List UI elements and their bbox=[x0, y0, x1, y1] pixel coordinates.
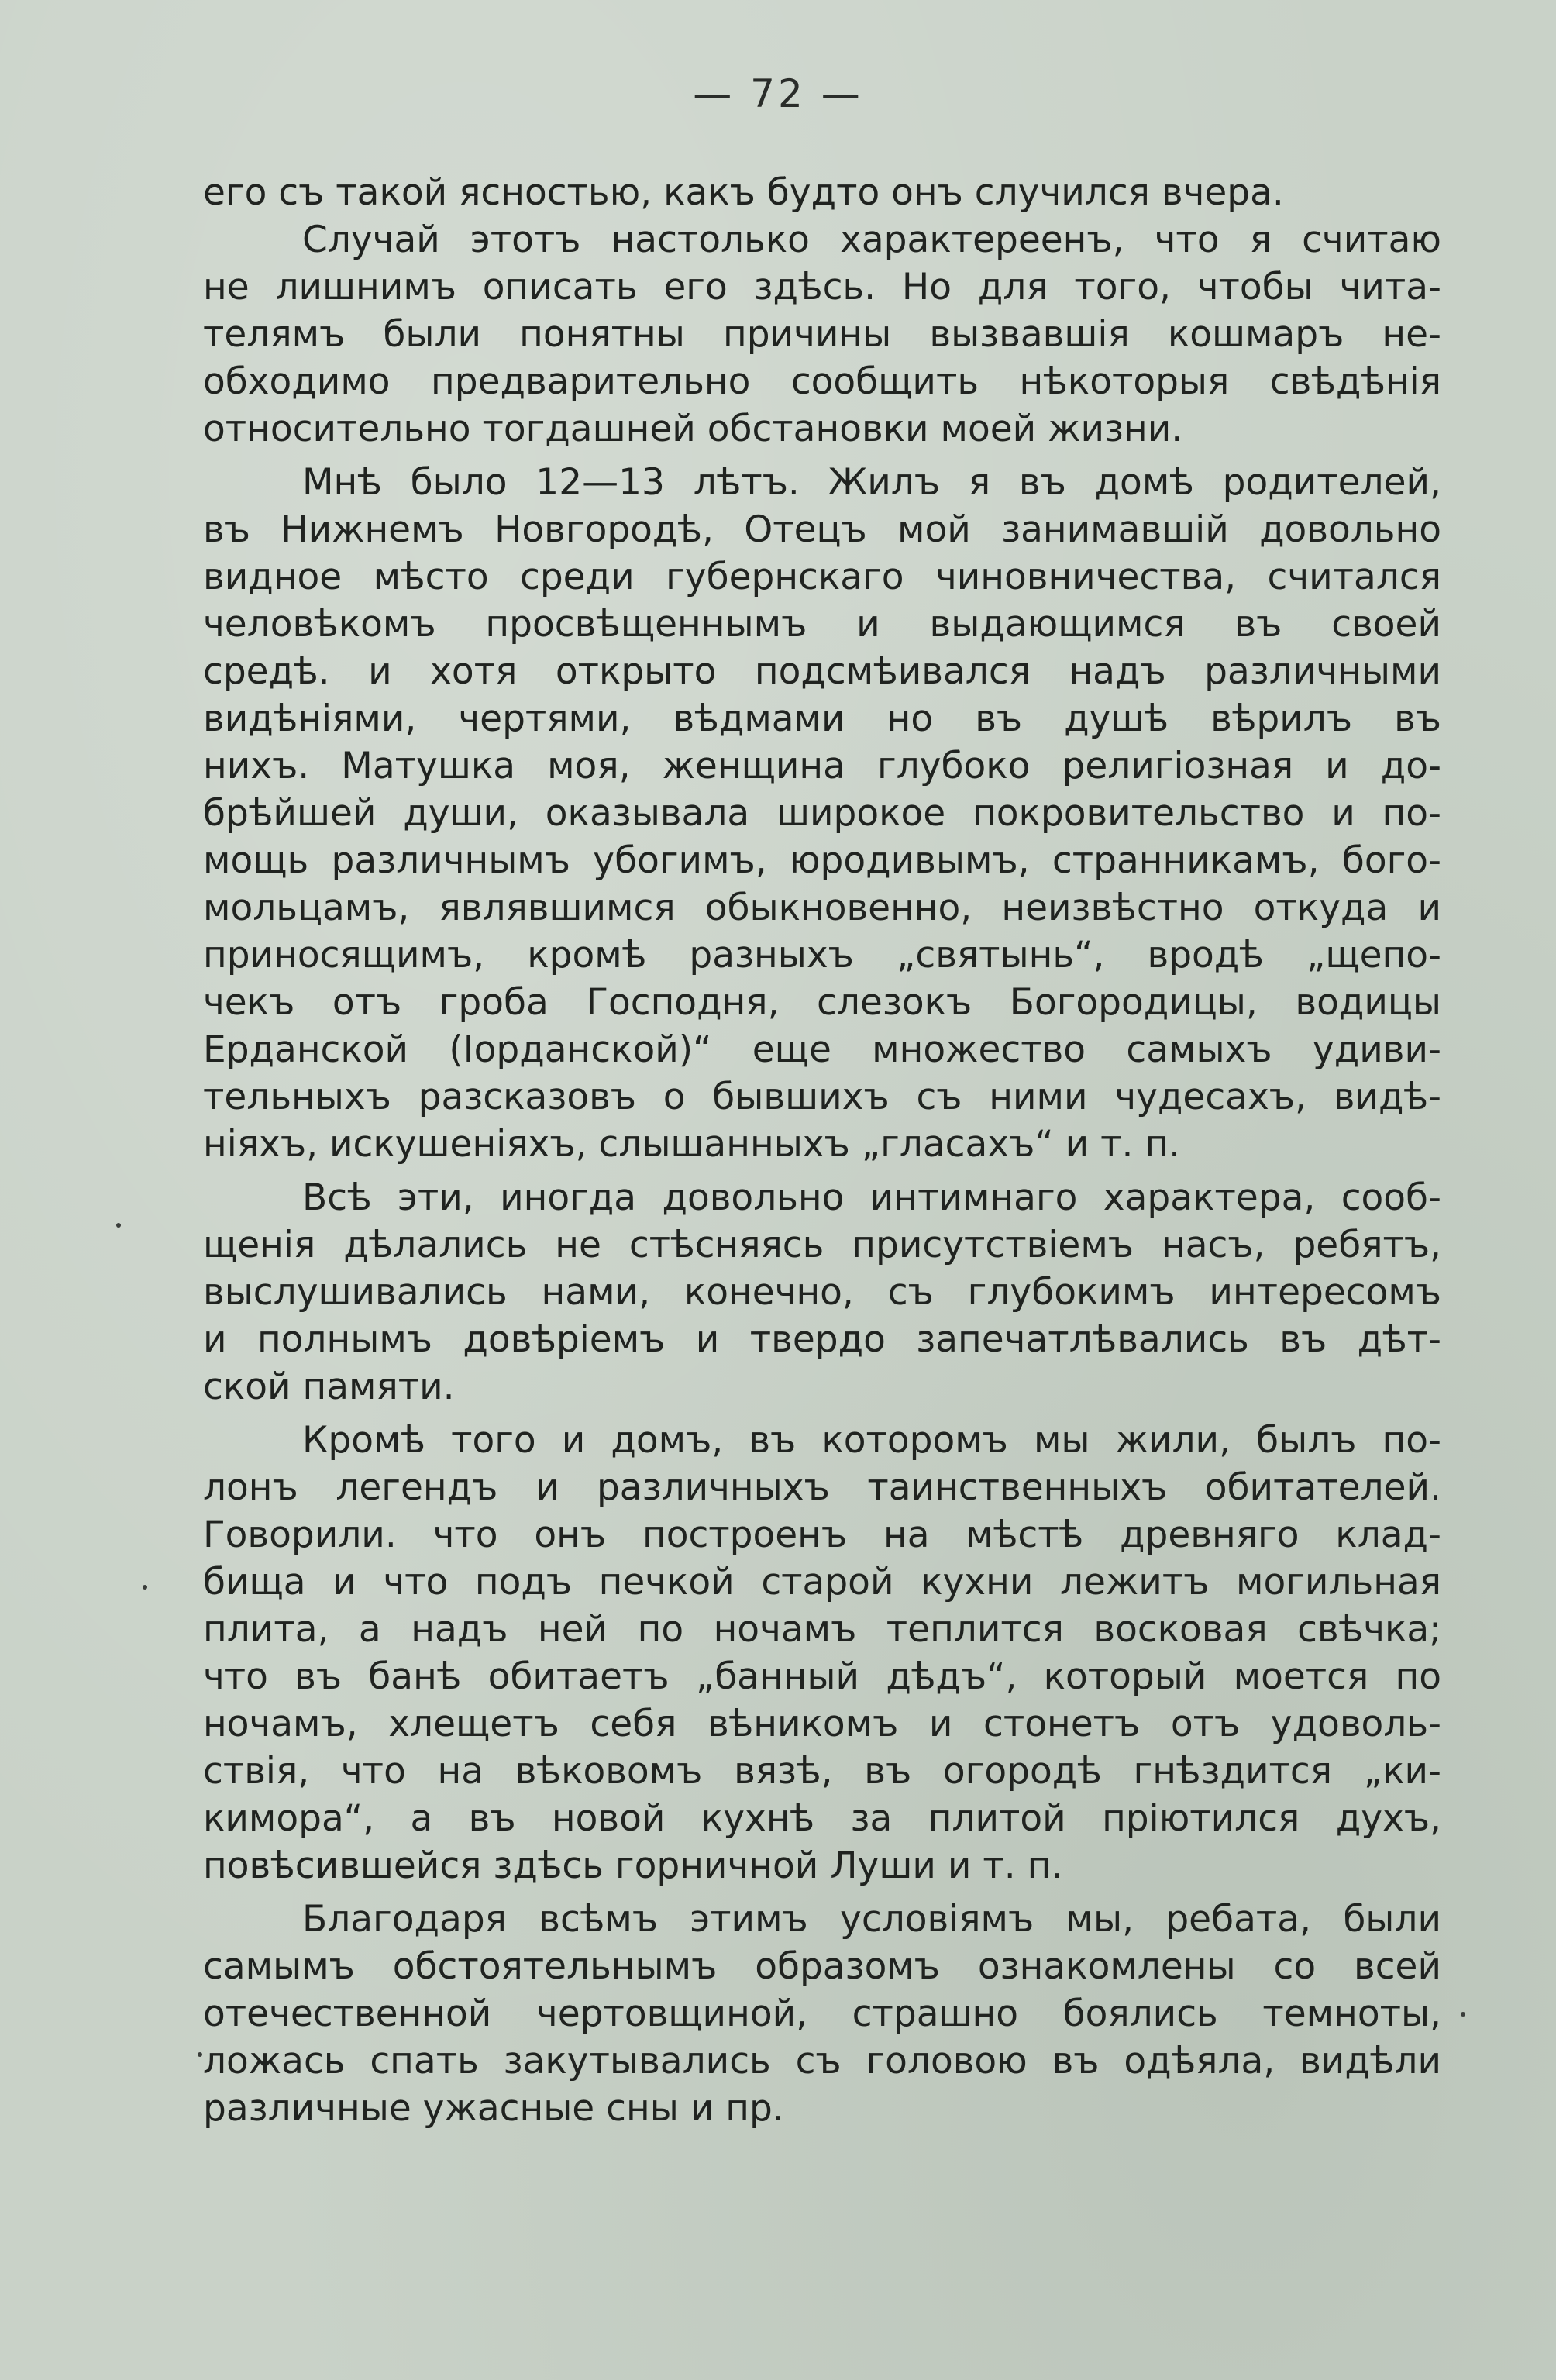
text-line: что въ банѣ обитаетъ „банный дѣдъ“, который моется по bbox=[203, 1655, 1441, 1698]
page-number: — 72 — bbox=[693, 71, 863, 116]
paragraph bbox=[203, 216, 1441, 453]
text-line: отечественной чертовщиной, страшно боялись темноты, bbox=[203, 1993, 1441, 2035]
paragraph bbox=[203, 1174, 1441, 1410]
text-line: Благодаря всѣмъ этимъ условіямъ мы, ребата, были bbox=[302, 1898, 1441, 1941]
text-line: выслушивались нами, конечно, съ глубокимъ интересомъ bbox=[203, 1271, 1441, 1314]
text-line: различные ужасные сны и пр. bbox=[203, 2087, 784, 2130]
text-line: относительно тогдашней обстановки моей жизни. bbox=[203, 408, 1183, 450]
text-line: Мнѣ было 12—13 лѣтъ. Жилъ я въ домѣ родителей, bbox=[302, 461, 1441, 504]
paper-speck bbox=[143, 1585, 147, 1590]
text-line: тельныхъ разсказовъ о бывшихъ съ ними чудесахъ, видѣ- bbox=[203, 1076, 1441, 1118]
text-line: обходимо предварительно сообщить нѣкоторыя свѣдѣнія bbox=[203, 360, 1441, 403]
text-line: лонъ легендъ и различныхъ таинственныхъ обитателей. bbox=[203, 1466, 1441, 1509]
text-line: ствія, что на вѣковомъ вязѣ, въ огородѣ гнѣздится „ки- bbox=[203, 1750, 1441, 1793]
paragraph bbox=[203, 169, 1441, 216]
text-line: бища и что подъ печкой старой кухни лежитъ могильная bbox=[203, 1561, 1441, 1603]
text-line: ложась спать закутывались съ головою въ одѣяла, видѣли bbox=[203, 2040, 1441, 2082]
body-text bbox=[203, 169, 1441, 2132]
paragraph bbox=[203, 1896, 1441, 2132]
text-line: Кромѣ того и домъ, въ которомъ мы жили, былъ по- bbox=[302, 1419, 1441, 1462]
text-line: ской памяти. bbox=[203, 1366, 455, 1408]
text-line: и полнымъ довѣріемъ и твердо запечатлѣвались въ дѣт- bbox=[203, 1318, 1441, 1361]
paragraph bbox=[203, 459, 1441, 1168]
paper-speck bbox=[116, 1223, 121, 1228]
text-line: чекъ отъ гроба Господня, слезокъ Богородицы, водицы bbox=[203, 981, 1441, 1024]
text-line: мощь различнымъ убогимъ, юродивымъ, странникамъ, бого- bbox=[203, 839, 1441, 882]
paragraph bbox=[203, 1417, 1441, 1889]
text-line: человѣкомъ просвѣщеннымъ и выдающимся въ своей bbox=[203, 603, 1441, 646]
text-line: ніяхъ, искушеніяхъ, слышанныхъ „гласахъ“ и т. п. bbox=[203, 1123, 1181, 1166]
text-line: въ Нижнемъ Новгородѣ, Отецъ мой занимавшій довольно bbox=[203, 508, 1441, 551]
text-line: телямъ были понятны причины вызвавшія кошмаръ не- bbox=[203, 313, 1441, 356]
text-line: видѣніями, чертями, вѣдмами но въ душѣ вѣрилъ въ bbox=[203, 697, 1441, 740]
text-line: щенія дѣлались не стѣсняясь присутствіемъ насъ, ребятъ, bbox=[203, 1224, 1441, 1266]
paper-speck bbox=[198, 2052, 202, 2057]
text-line: самымъ обстоятельнымъ образомъ ознакомлены со всей bbox=[203, 1945, 1441, 1988]
paper-speck bbox=[1461, 2012, 1465, 2017]
text-line: средѣ. и хотя открыто подсмѣивался надъ различными bbox=[203, 650, 1441, 693]
text-line: Случай этотъ настолько характереенъ, что я считаю bbox=[302, 219, 1441, 261]
text-line: не лишнимъ описать его здѣсь. Но для того, чтобы чита- bbox=[203, 266, 1441, 308]
text-line: плита, а надъ ней по ночамъ теплится восковая свѣчка; bbox=[203, 1608, 1441, 1651]
text-line: Всѣ эти, иногда довольно интимнаго характера, сооб- bbox=[302, 1176, 1441, 1219]
text-line: кимора“, а въ новой кухнѣ за плитой пріютился духъ, bbox=[203, 1797, 1441, 1840]
text-line: Ерданской (Іорданской)“ еще множество самыхъ удиви- bbox=[203, 1028, 1441, 1071]
text-line: нихъ. Матушка моя, женщина глубоко религіозная и до- bbox=[203, 745, 1441, 787]
text-line: брѣйшей души, оказывала широкое покровительство и по- bbox=[203, 792, 1441, 835]
text-line: ночамъ, хлещетъ себя вѣникомъ и стонетъ отъ удоволь- bbox=[203, 1703, 1441, 1745]
text-line: его съ такой ясностью, какъ будто онъ случился вчера. bbox=[203, 171, 1284, 214]
text-line: приносящимъ, кромѣ разныхъ „святынь“, вродѣ „щепо- bbox=[203, 934, 1441, 976]
text-line: повѣсившейся здѣсь горничной Луши и т. п. bbox=[203, 1844, 1063, 1887]
text-line: мольцамъ, являвшимся обыкновенно, неизвѣстно откуда и bbox=[203, 887, 1441, 929]
text-line: Говорили. что онъ построенъ на мѣстѣ древняго клад- bbox=[203, 1514, 1441, 1556]
text-line: видное мѣсто среди губернскаго чиновничества, считался bbox=[203, 556, 1441, 598]
